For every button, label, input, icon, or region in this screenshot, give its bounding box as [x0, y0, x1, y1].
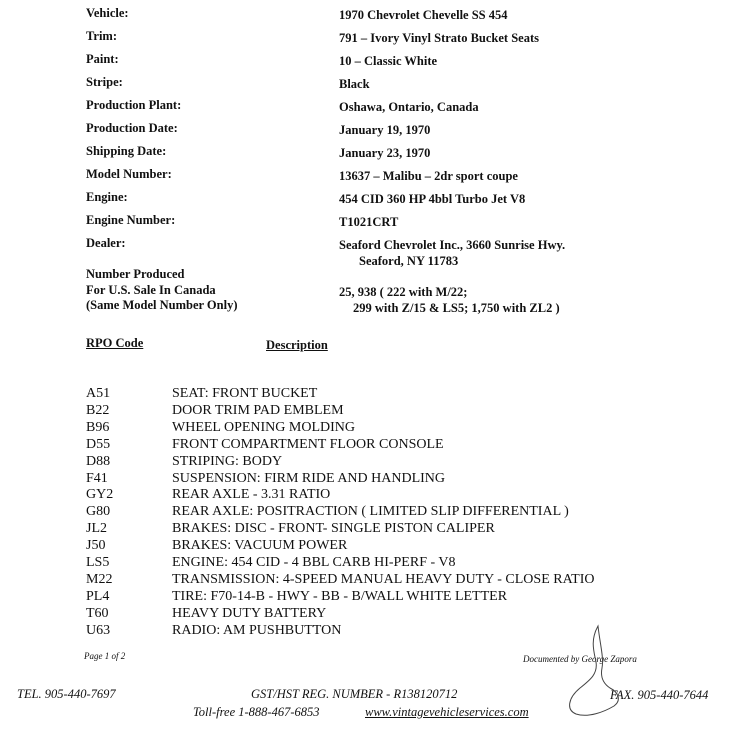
rpo-description: BRAKES: VACUUM POWER: [172, 538, 348, 553]
field-value: Oshawa, Ontario, Canada: [339, 100, 479, 114]
field-label: Paint:: [86, 52, 119, 66]
rpo-description: REAR AXLE - 3.31 RATIO: [172, 487, 331, 502]
dealer-line-1: Seaford Chevrolet Inc., 3660 Sunrise Hwy.: [339, 238, 566, 252]
field-label: Vehicle:: [86, 6, 129, 20]
field-value: 454 CID 360 HP 4bbl Turbo Jet V8: [339, 192, 526, 206]
dealer-label: Dealer:: [86, 236, 126, 250]
rpo-code: T60: [86, 606, 109, 621]
field-label: Shipping Date:: [86, 144, 167, 158]
rpo-code: D88: [86, 454, 111, 469]
rpo-description: TIRE: F70-14-B - HWY - BB - B/WALL WHITE LETTER: [172, 589, 508, 604]
dealer-line-2: Seaford, NY 11783: [359, 254, 459, 268]
field-value: January 23, 1970: [339, 146, 431, 160]
rpo-description: ENGINE: 454 CID - 4 BBL CARB HI-PERF - V8: [172, 555, 456, 570]
footer-tel: TEL. 905-440-7697: [17, 687, 116, 701]
field-label: Model Number:: [86, 167, 172, 181]
rpo-description: SUSPENSION: FIRM RIDE AND HANDLING: [172, 471, 446, 486]
field-value: 1970 Chevrolet Chevelle SS 454: [339, 8, 508, 22]
rpo-code: G80: [86, 504, 111, 519]
field-label: Stripe:: [86, 75, 123, 89]
rpo-code: D55: [86, 437, 111, 452]
production-label-line-2: For U.S. Sale In Canada: [86, 283, 216, 297]
footer-fax: FAX. 905-440-7644: [610, 688, 709, 702]
field-value: T1021CRT: [339, 215, 399, 229]
footer-tollfree: Toll-free 1-888-467-6853: [193, 705, 320, 719]
rpo-description: BRAKES: DISC - FRONT- SINGLE PISTON CALIPER: [172, 521, 495, 536]
rpo-code: PL4: [86, 589, 110, 604]
rpo-code: U63: [86, 623, 111, 638]
rpo-description: WHEEL OPENING MOLDING: [172, 420, 356, 435]
field-label: Production Plant:: [86, 98, 182, 112]
rpo-description: DOOR TRIM PAD EMBLEM: [172, 403, 344, 418]
field-value: January 19, 1970: [339, 123, 431, 137]
documented-by: Documented by George Zapora: [523, 654, 637, 664]
rpo-code: LS5: [86, 555, 110, 570]
rpo-description: STRIPING: BODY: [172, 454, 283, 469]
field-value: 10 – Classic White: [339, 54, 438, 68]
field-label: Trim:: [86, 29, 118, 43]
field-value: 791 – Ivory Vinyl Strato Bucket Seats: [339, 31, 539, 45]
production-value-line-2: 299 with Z/15 & LS5; 1,750 with ZL2 ): [353, 301, 560, 315]
page-indicator: Page 1 of 2: [84, 651, 126, 661]
rpo-description: RADIO: AM PUSHBUTTON: [172, 623, 342, 638]
rpo-code: J50: [86, 538, 106, 553]
footer-gst: GST/HST REG. NUMBER - R138120712: [251, 687, 458, 701]
rpo-code: B96: [86, 420, 110, 435]
rpo-description: TRANSMISSION: 4-SPEED MANUAL HEAVY DUTY - CLOSE RATIO: [172, 572, 595, 587]
rpo-description-header: Description: [266, 338, 328, 352]
rpo-code: GY2: [86, 487, 114, 502]
production-label-line-3: (Same Model Number Only): [86, 298, 238, 312]
signature: [560, 622, 640, 722]
production-value-line-1: 25, 938 ( 222 with M/22;: [339, 285, 468, 299]
footer-website-link[interactable]: www.vintagevehicleservices.com: [365, 705, 529, 719]
field-value: Black: [339, 77, 370, 91]
rpo-description: SEAT: FRONT BUCKET: [172, 386, 318, 401]
rpo-code: B22: [86, 403, 110, 418]
rpo-code: F41: [86, 471, 108, 486]
field-value: 13637 – Malibu – 2dr sport coupe: [339, 169, 518, 183]
field-label: Engine Number:: [86, 213, 176, 227]
production-label-line-1: Number Produced: [86, 267, 185, 281]
field-label: Production Date:: [86, 121, 178, 135]
rpo-description: FRONT COMPARTMENT FLOOR CONSOLE: [172, 437, 444, 452]
rpo-code: A51: [86, 386, 111, 401]
field-label: Engine:: [86, 190, 128, 204]
rpo-description: REAR AXLE: POSITRACTION ( LIMITED SLIP DIFFERENTIAL ): [172, 504, 569, 519]
rpo-code: M22: [86, 572, 113, 587]
rpo-description: HEAVY DUTY BATTERY: [172, 606, 327, 621]
rpo-code: JL2: [86, 521, 107, 536]
rpo-code-header: RPO Code: [86, 336, 144, 350]
